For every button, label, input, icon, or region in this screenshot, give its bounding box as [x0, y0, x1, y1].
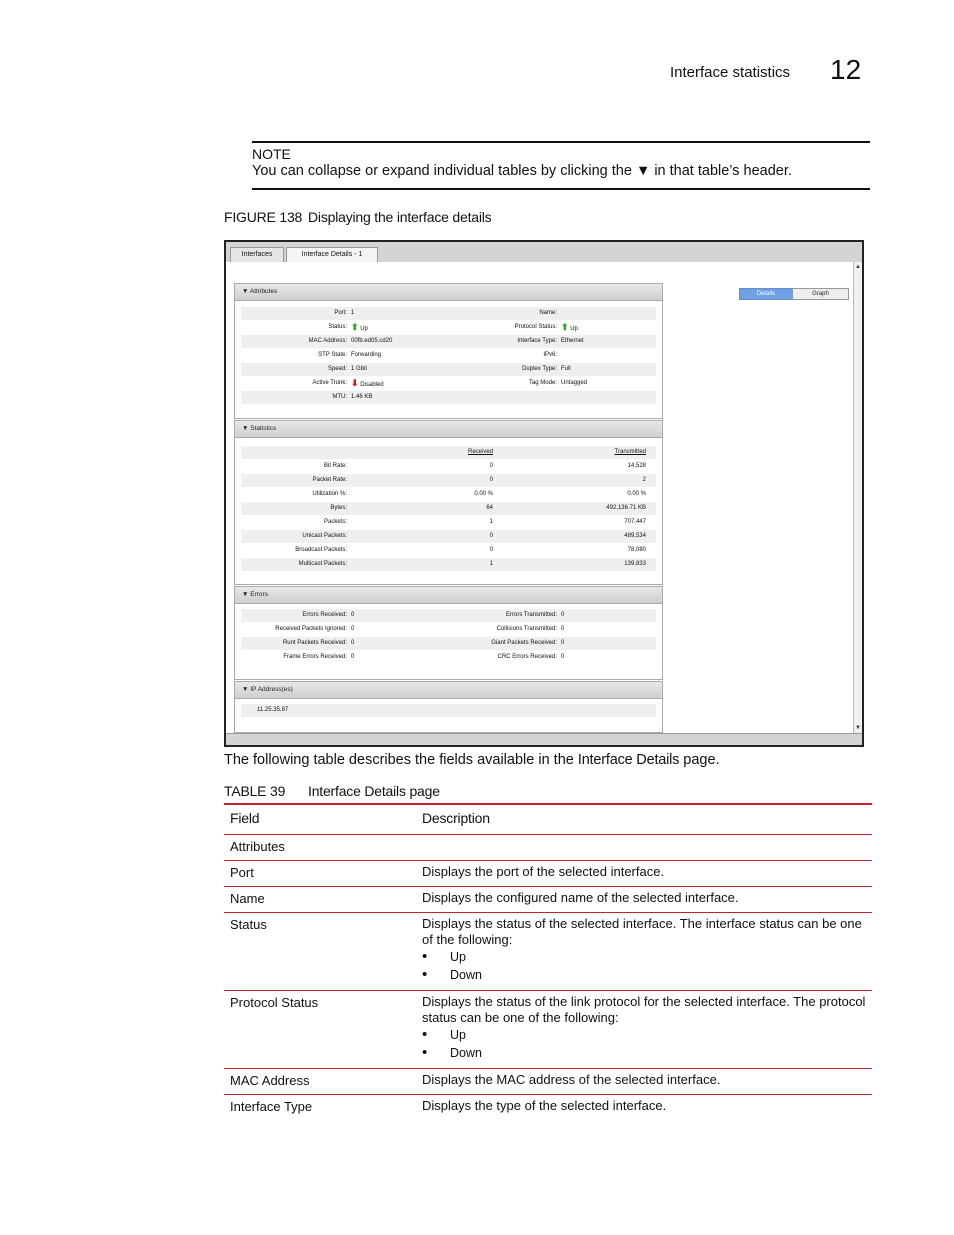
figure-caption — [224, 209, 491, 225]
attr-row: MAC Address: 00fb.ed05.cd20 Interface Type: Ethernet — [241, 335, 656, 348]
stats-row: Utilization %: 0.00 % 0.00 % — [312, 491, 646, 497]
ip-addresses-header[interactable]: ▼ IP Address(es) — [235, 682, 662, 699]
errors-panel — [234, 586, 663, 680]
errors-row: Frame Errors Received: 0 CRC Errors Received: 0 — [283, 654, 565, 660]
attr-row: Port: 1 Name: — [241, 307, 656, 320]
errors-row: Runt Packets Received: 0 Giant Packets Received: 0 — [241, 637, 656, 650]
collapse-triangle-icon: ▼ — [242, 686, 251, 693]
table-row: Interface Type Displays the type of the selected interface. — [230, 1098, 667, 1114]
protocol-up-arrow-icon: ⬆ — [561, 322, 569, 332]
attr-row: MTU: 1.46 KB — [241, 391, 656, 404]
stats-row: Packet Rate: 0 2 — [241, 474, 656, 487]
collapse-triangle-icon: ▼ — [242, 425, 251, 432]
table-label: TABLE 39 — [224, 783, 286, 799]
stats-column-header — [241, 446, 656, 459]
table-row: Port Displays the port of the selected interface. — [224, 861, 872, 887]
errors-row: Received Packets Ignored: 0 Collisions Transmitted: 0 — [275, 626, 565, 632]
stats-row: Broadcast Packets: 0 78,080 — [295, 547, 646, 553]
attributes-header[interactable]: ▼ Attributes — [235, 284, 662, 301]
collapse-triangle-icon: ▼ — [242, 288, 250, 295]
interface-details-screenshot — [224, 240, 864, 747]
chapter-number: 12 — [830, 54, 862, 85]
table-row: Name Displays the configured name of the selected interface. — [224, 887, 872, 913]
attr-row: Active Trunk: ⬇ Disabled Tag Mode: Untagged — [312, 378, 588, 388]
table-row: Status Displays the status of the selected interface. The interface status can be one of the following: • Up • Down — [224, 913, 872, 991]
table-row: Attributes — [224, 835, 872, 861]
scroll-down-arrow-icon[interactable]: ▼ — [855, 725, 861, 731]
figure-label: FIGURE 138 — [224, 209, 303, 225]
table-title: Interface Details page — [308, 783, 440, 799]
intro-emphasis: Interface Details — [577, 752, 680, 768]
stats-row: Bytes: 64 492,136.71 KB — [241, 502, 656, 515]
stats-row: Unicast Packets: 0 489,534 — [241, 530, 656, 543]
graph-toggle-button[interactable]: Graph — [792, 288, 849, 300]
attr-row: STP State: Forwarding IPv6: — [318, 352, 557, 358]
bullet-item: • Up — [422, 948, 866, 966]
bullet-item: • Up — [422, 1026, 866, 1044]
table-row: Protocol Status Displays the status of the link protocol for the selected interface. The protocol status can be one of the following: • Up • Down — [224, 991, 872, 1069]
details-pane — [226, 262, 854, 733]
trunk-down-arrow-icon: ⬇ — [351, 378, 359, 388]
section-title: Interface statistics — [670, 64, 791, 81]
bullet-item: • Down — [422, 1044, 866, 1062]
errors-header[interactable]: ▼ Errors — [235, 587, 662, 604]
note-text: You can collapse or expand individual tables by clicking the ▼ in that table’s header. — [252, 163, 792, 179]
stats-row: Packets: 1 707,447 — [323, 519, 646, 525]
ip-row — [241, 704, 656, 717]
bullet-item: • Down — [422, 966, 866, 984]
table-caption — [224, 783, 440, 799]
interface-details-table — [224, 803, 872, 1120]
ip-address-value: 11.25.35.87 — [257, 707, 289, 713]
attr-row: Speed: 1 Gbit Duplex Type: Full — [241, 363, 656, 376]
statistics-header[interactable]: ▼ Statistics — [235, 421, 662, 438]
tab-interface-details[interactable]: Interface Details - 1 — [286, 247, 378, 262]
stats-row: Multicast Packets: 1 139,833 — [241, 558, 656, 571]
details-toggle-button[interactable]: Details — [739, 288, 793, 300]
tab-strip — [226, 242, 862, 263]
note-box — [252, 141, 870, 190]
errors-row: Errors Received: 0 Errors Transmitted: 0 — [241, 609, 656, 622]
scroll-up-arrow-icon[interactable]: ▲ — [855, 264, 861, 270]
window-bottom-bar — [226, 733, 862, 746]
field-column-header: Field — [230, 810, 260, 826]
note-label: NOTE — [252, 146, 291, 162]
attributes-panel — [234, 283, 663, 419]
vertical-scrollbar[interactable] — [853, 262, 862, 733]
status-up-arrow-icon: ⬆ — [351, 322, 359, 332]
stats-row: Bit Rate: 0 14,528 — [323, 463, 646, 469]
collapse-triangle-icon: ▼ — [242, 591, 251, 598]
tab-interfaces[interactable]: Interfaces — [230, 247, 284, 262]
description-column-header: Description — [422, 810, 490, 826]
figure-title: Displaying the interface details — [308, 209, 492, 225]
received-column-header[interactable]: Received — [467, 449, 493, 455]
table-row: MAC Address Displays the MAC address of the selected interface. — [224, 1069, 872, 1095]
statistics-panel — [234, 420, 663, 585]
table-header-row — [224, 805, 872, 835]
transmitted-column-header[interactable]: Transmitted — [614, 449, 646, 455]
attr-row: Status: ⬆ Up Protocol Status: ⬆ Up — [328, 322, 578, 332]
intro-paragraph: The following table describes the fields available in the Interface Details page. — [224, 752, 720, 768]
ip-addresses-panel — [234, 681, 663, 733]
